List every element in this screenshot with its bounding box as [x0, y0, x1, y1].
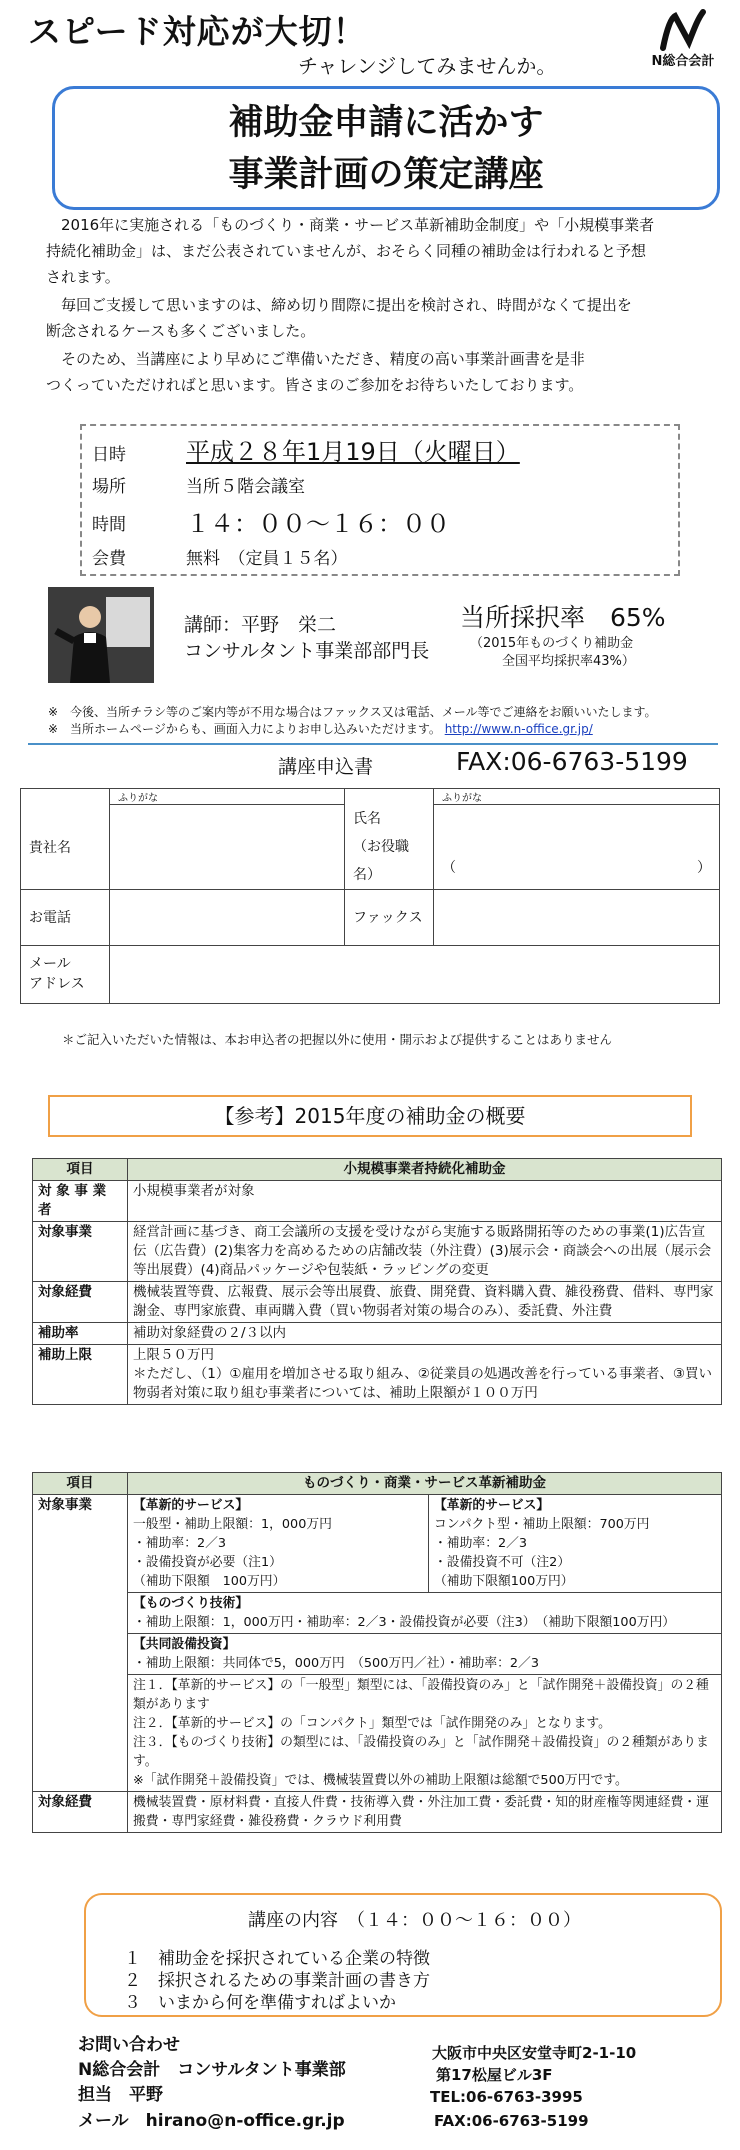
fax-label: ファックス: [345, 889, 434, 945]
n-logo-icon: [657, 8, 709, 52]
table-header: 項目: [33, 1159, 128, 1181]
privacy-note: ＊ご記入いただいた情報は、本お申込者の把握以外に使用・開示および提供することはありません: [62, 1032, 613, 1047]
rate-note: 全国平均採択率43%）: [502, 654, 635, 669]
name-field[interactable]: [434, 805, 720, 890]
table-header: 項目: [33, 1473, 128, 1495]
table-header: 小規模事業者持続化補助金: [128, 1159, 722, 1181]
phone-label: お電話: [21, 889, 110, 945]
table-header: ものづくり・商業・サービス革新補助金: [128, 1473, 722, 1495]
contents-item: ３ いまから何を準備すればよいか: [124, 1993, 396, 2013]
homepage-link[interactable]: http://www.n-office.gr.jp/: [444, 722, 593, 736]
email-label: [21, 945, 110, 1003]
place-value: 当所５階会議室: [186, 477, 305, 497]
divider: [28, 743, 718, 745]
intro-line: 2016年に実施される「ものづくり・商業・サービス革新補助金制度」や「小規模事業者: [46, 216, 655, 234]
innovative-service-general: 【革新的サービス】 一般型・補助上限額：1，000万円 ・補助率：2／3 ・設備投資が必要（注1） （補助下限額 100万円）: [128, 1495, 429, 1593]
name-label: [345, 805, 434, 890]
fax-field[interactable]: [434, 889, 720, 945]
contact-company: N総合会計 コンサルタント事業部: [78, 2060, 346, 2080]
contents-title: 講座の内容 （１４：００〜１６：００）: [248, 1910, 581, 1931]
monozukuri-subsidy-table: [32, 1472, 722, 1833]
table-notes: 注１．【革新的サービス】の「一般型」類型には、「設備投資のみ」と「試作開発＋設備投資」の２種類があります 注２．【革新的サービス】の「コンパクト」類型では「試作開発のみ」となります。 注３．【ものづくり技術】の類型には、「設備投資のみ」と「試作開発＋設備投資」の２種類があります。 ※「試作開発＋設備投資」では、機械装置費以外の補助上限額は総額で500万円です。: [128, 1675, 722, 1792]
date-value: 平成２８年1月19日（火曜日）: [186, 438, 520, 466]
table-row: 補助上限 上限５０万円 ＊ただし、（1）①雇用を増加させる取り組み、②従業員の処遇改善を行っている事業者、③買い物弱者対策に取り組む事業者については、補助上限額が１００万円: [33, 1345, 722, 1405]
contact-tel: TEL:06-6763-3995: [430, 2088, 583, 2106]
title-box: [52, 86, 720, 210]
adoption-rate: 当所採択率 65%: [460, 603, 666, 632]
rate-note: （2015年ものづくり補助金: [470, 636, 634, 651]
manufacturing-tech: 【ものづくり技術】 ・補助上限額：1，000万円・補助率：2／3・設備投資が必要（注3） （補助下限額100万円）: [128, 1593, 722, 1634]
table-row: 対象経費 機械装置費・原材料費・直接人件費・技術導入費・外注加工費・委託費・知的財産権等関連経費・運搬費・専門家経費・雑役務費・クラウド利用費: [33, 1792, 722, 1833]
table-row: [33, 1634, 722, 1675]
table-row: 対象経費 機械装置等費、広報費、展示会等出展費、旅費、開発費、資料購入費、雑役務費、借料、専門家謝金、専門家旅費、車両購入費（買い物弱者対策の場合のみ）、委託費、外注費: [33, 1282, 722, 1323]
intro-line: 持続化補助金」は、まだ公表されていませんが、おそらく同種の補助金は行われると予想: [46, 242, 647, 260]
table-row: [33, 1675, 722, 1792]
time-label: 時間: [92, 515, 126, 535]
note-text: ※ 当所ホームページからも、画面入力によりお申し込みいただけます。: [48, 722, 441, 736]
form-title: 講座申込書: [278, 756, 374, 778]
joint-equipment: 【共同設備投資】 ・補助上限額：共同体で5，000万円 （500万円／社）・補助率：2／3: [128, 1634, 722, 1675]
company-field[interactable]: [110, 805, 345, 890]
contact-fax: FAX:06-6763-5199: [434, 2112, 589, 2130]
lecturer-photo-icon: [48, 587, 154, 683]
table-row: 対 象 事 業 者 小規模事業者が対象: [33, 1181, 722, 1222]
paren-close: ）: [697, 859, 711, 876]
intro-line: 毎回ご支援して思いますのは、締め切り間際に提出を検討され、時間がなくて提出を: [46, 296, 632, 314]
application-form: [20, 788, 720, 1004]
table-row: 対象事業 【革新的サービス】 一般型・補助上限額：1，000万円 ・補助率：2／3 ・設備投資が必要（注1） （補助下限額 100万円） 【革新的サービス】 コンパクト型・補助上限額：700万円 ・補助率：2／3 ・設備投資不可（注2） （補助下限額100万円）: [33, 1495, 722, 1593]
logo-text: N総合会計: [651, 54, 715, 69]
event-details: [80, 424, 680, 576]
phone-field[interactable]: [110, 889, 345, 945]
contents-item: １ 補助金を採択されている企業の特徴: [124, 1949, 430, 1969]
title-line-2: 事業計画の策定講座: [228, 155, 544, 195]
note-line: ※ 今後、当所チラシ等のご案内等が不用な場合はファックス又は電話、メール等でご連絡をお願いいたします。: [48, 705, 657, 719]
fee-label: 会費: [92, 549, 126, 569]
small-business-subsidy-table: [32, 1158, 722, 1405]
table-row: 対象事業 経営計画に基づき、商工会議所の支援を受けながら実施する販路開拓等のための事業(1)広告宣伝（広告費）(2)集客力を高めるための店舗改装（外注費）(3)展示会・商談会への出展（展示会等出展費）(4)商品パッケージや包装紙・ラッピングの変更: [33, 1222, 722, 1282]
address-line: 大阪市中央区安堂寺町2-1-10: [432, 2044, 637, 2062]
title-line-1: 補助金申請に活かす: [228, 103, 544, 143]
contact-email[interactable]: メール hirano@n-office.gr.jp: [78, 2111, 345, 2131]
contact-heading: お問い合わせ: [78, 2035, 180, 2055]
subline: チャレンジしてみませんか。: [298, 54, 557, 78]
lecturer-title: コンサルタント事業部部門長: [184, 640, 430, 662]
furigana-label: ふりがな: [434, 789, 720, 805]
intro-line: 断念されるケースも多くございました。: [46, 322, 316, 340]
lecturer-name: 講師：平野 栄二: [184, 614, 337, 636]
date-label: 日時: [92, 445, 126, 465]
email-label-1: メール: [29, 956, 71, 972]
intro-line: されます。: [46, 268, 120, 286]
intro-line: つくっていただければと思います。皆さまのご参加をお待ちいたしております。: [46, 376, 584, 394]
reference-title: 【参考】2015年度の補助金の概要: [48, 1095, 692, 1137]
place-label: 場所: [92, 477, 126, 497]
table-row: [33, 1593, 722, 1634]
email-field[interactable]: [110, 945, 720, 1003]
time-value: １４：００〜１６：００: [186, 510, 450, 538]
headline: スピード対応が大切！: [28, 12, 367, 51]
company-logo: [648, 8, 718, 69]
table-row: 補助率 補助対象経費の２/３以内: [33, 1323, 722, 1345]
lecturer-photo: [48, 587, 154, 683]
fee-value: 無料 （定員１５名）: [186, 549, 348, 569]
contact-person: 担当 平野: [78, 2085, 163, 2105]
innovative-service-compact: 【革新的サービス】 コンパクト型・補助上限額：700万円 ・補助率：2／3 ・設備投資不可（注2） （補助下限額100万円）: [429, 1495, 722, 1593]
company-label: 貴社名: [21, 805, 110, 890]
intro-line: そのため、当講座により早めにご準備いただき、精度の高い事業計画書を是非: [46, 350, 585, 368]
address-building: 第17松屋ビル3F: [436, 2066, 553, 2084]
email-label-2: アドレス: [29, 976, 85, 992]
paren-open: （: [442, 859, 456, 876]
furigana-label: ふりがな: [110, 789, 345, 805]
name-label-2: （お役職名）: [353, 838, 409, 883]
note-line: [48, 720, 593, 737]
contents-item: ２ 採択されるための事業計画の書き方: [124, 1971, 430, 1991]
fax-number: FAX:06-6763-5199: [456, 747, 688, 776]
name-label-1: 氏名: [353, 810, 381, 827]
